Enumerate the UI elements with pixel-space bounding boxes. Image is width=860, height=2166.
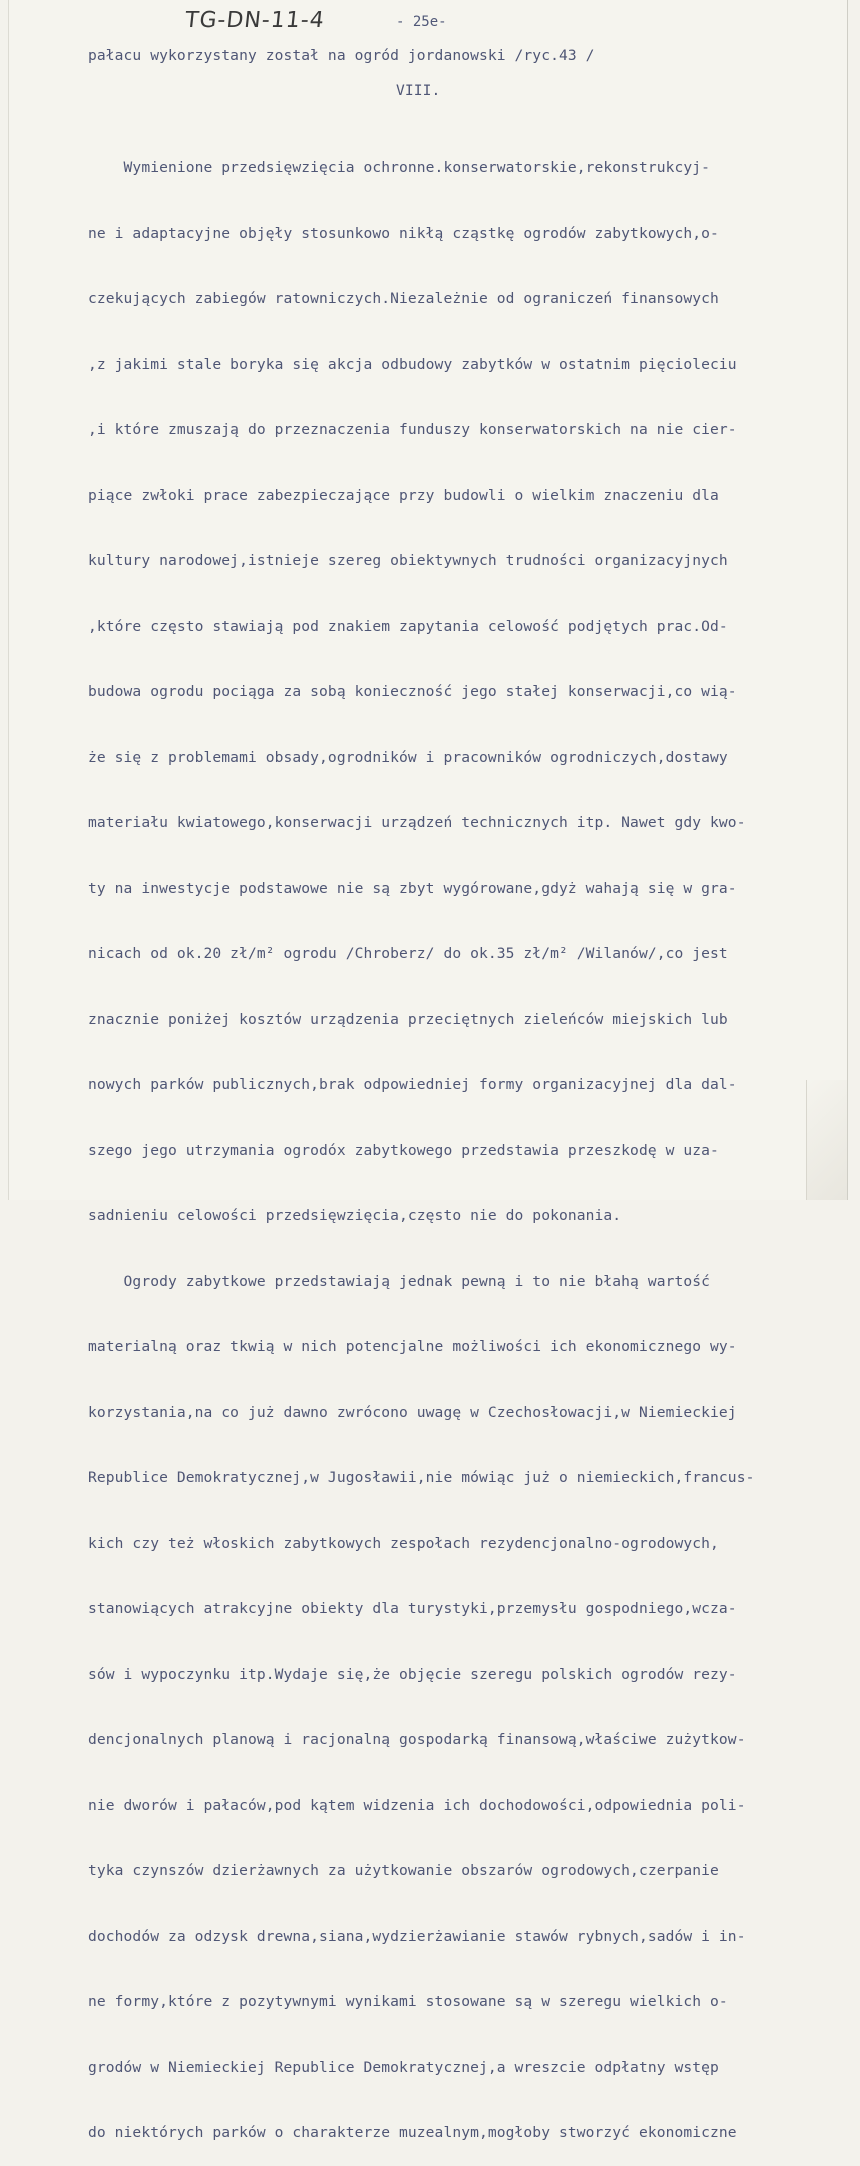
text-line: ,z jakimi stale boryka się akcja odbudowy zabytków w ostatnim pięcioleciu <box>88 355 737 373</box>
text-line: piące zwłoki prace zabezpieczające przy budowli o wielkim znaczeniu dla <box>88 486 719 504</box>
text-line: materialną oraz tkwią w nich potencjalne możliwości ich ekonomicznego wy- <box>88 1338 737 1355</box>
archive-id-handwritten: TG-DN-11-4 <box>183 8 327 33</box>
text-line: znacznie poniżej kosztów urządzenia przeciętnych zieleńców miejskich lub <box>88 1010 728 1028</box>
text-line: sów i wypoczynku itp.Wydaje się,że objęcie szeregu polskich ogrodów rezy- <box>88 1665 737 1683</box>
page-corner <box>806 1080 847 1200</box>
text-line: korzystania,na co już dawno zwrócono uwagę w Czechosłowacji,w Niemieckiej <box>88 1403 737 1421</box>
text-line: Wymienione przedsięwzięcia ochronne.konserwatorskie,rekonstrukcyj- <box>88 159 711 176</box>
text-line: że się z problemami obsady,ogrodników i pracowników ogrodniczych,dostawy <box>88 748 728 766</box>
page-number: - 25e- <box>396 14 447 30</box>
text-line: grodów w Niemieckiej Republice Demokratycznej,a wreszcie odpłatny wstęp <box>88 2058 719 2076</box>
first-line: pałacu wykorzystany został na ogród jordanowski /ryc.43 / <box>88 47 595 64</box>
text-line: sadnieniu celowości przedsięwzięcia,często nie do pokonania. <box>88 1207 622 1224</box>
text-line: nowych parków publicznych,brak odpowiedniej formy organizacyjnej dla dal- <box>88 1076 737 1093</box>
text-line: czekujących zabiegów ratowniczych.Niezależnie od ograniczeń finansowych <box>88 290 719 307</box>
text-line: nicach od ok.20 zł/m² ogrodu /Chroberz/ do ok.35 zł/m² /Wilanów/,co jest <box>88 945 728 962</box>
text-line: szego jego utrzymania ogrodóx zabytkowego przedstawia przeszkodę w uza- <box>88 1141 719 1159</box>
section-heading: VIII. <box>396 82 441 99</box>
text-line: dochodów za odzysk drewna,siana,wydzierżawianie stawów rybnych,sadów i in- <box>88 1927 746 1945</box>
text-line: do niektórych parków o charakterze muzealnym,mogłoby stworzyć ekonomiczne <box>88 2124 737 2141</box>
text-line: dencjonalnych planową i racjonalną gospodarką finansową,właściwe zużytkow- <box>88 1731 746 1748</box>
text-line: kich czy też włoskich zabytkowych zespołach rezydencjonalno-ogrodowych, <box>88 1534 719 1552</box>
text-line: stanowiących atrakcyjne obiekty dla turystyki,przemysłu gospodniego,wcza- <box>88 1600 737 1617</box>
text-line: ,i które zmuszają do przeznaczenia funduszy konserwatorskich na nie cier- <box>88 421 737 438</box>
text-line: kultury narodowej,istnieje szereg obiektywnych trudności organizacyjnych <box>88 552 728 569</box>
text-line: Republice Demokratycznej,w Jugosławii,nie mówiąc już o niemieckich,francus- <box>88 1469 755 1486</box>
text-line: Ogrody zabytkowe przedstawiają jednak pewną i to nie błahą wartość <box>88 1272 711 1290</box>
text-line: budowa ogrodu pociąga za sobą konieczność jego stałej konserwacji,co wią- <box>88 683 737 700</box>
body-text <box>88 118 754 2166</box>
text-line: ty na inwestycje podstawowe nie są zbyt wygórowane,gdyż wahają się w gra- <box>88 879 737 897</box>
text-line: ne formy,które z pozytywnymi wynikami stosowane są w szeregu wielkich o- <box>88 1993 728 2010</box>
text-line: ne i adaptacyjne objęły stosunkowo nikłą cząstkę ogrodów zabytkowych,o- <box>88 224 719 242</box>
text-line: nie dworów i pałaców,pod kątem widzenia ich dochodowości,odpowiednia poli- <box>88 1796 746 1814</box>
text-line: ,które często stawiają pod znakiem zapytania celowość podjętych prac.Od- <box>88 617 728 635</box>
text-line: materiału kwiatowego,konserwacji urządzeń technicznych itp. Nawet gdy kwo- <box>88 814 746 831</box>
text-line: tyka czynszów dzierżawnych za użytkowanie obszarów ogrodowych,czerpanie <box>88 1862 719 1879</box>
